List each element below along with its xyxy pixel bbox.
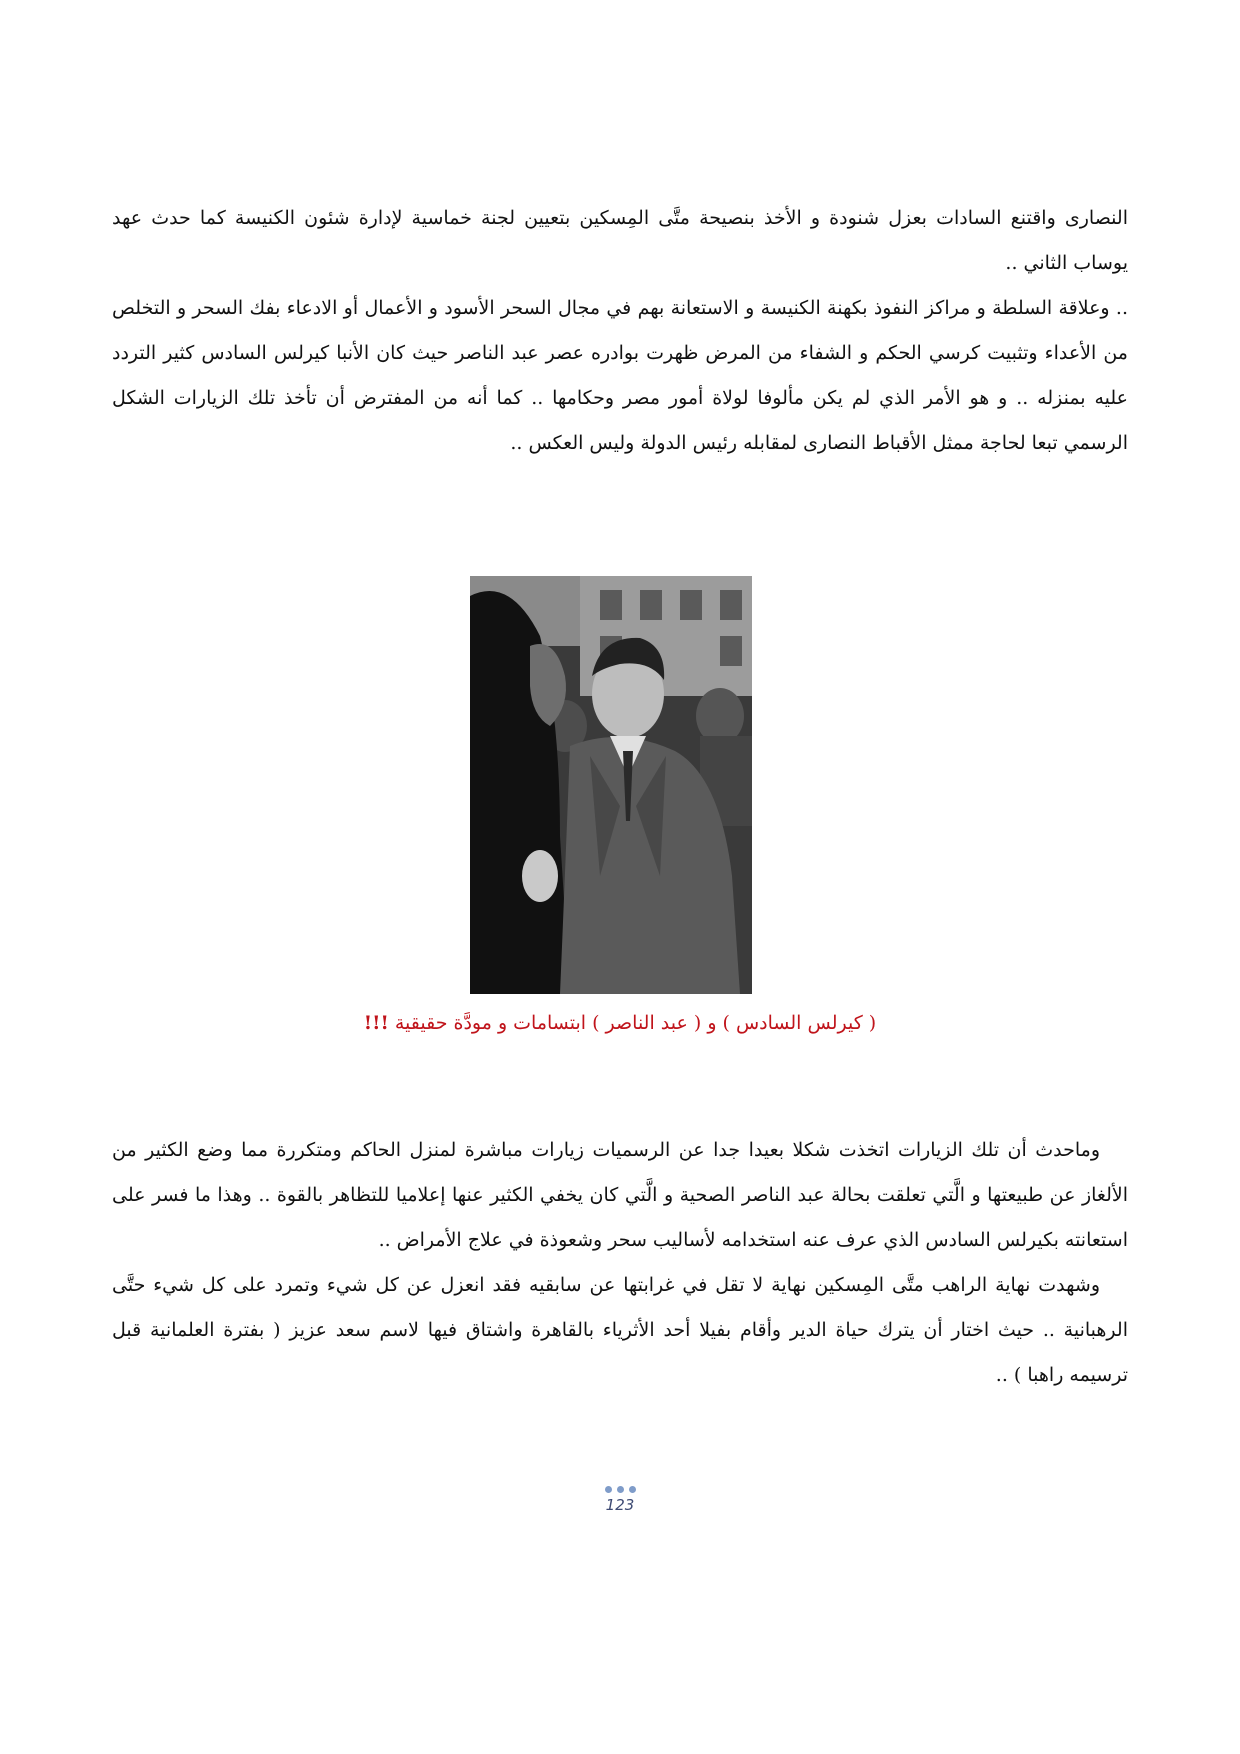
dot-icon xyxy=(617,1486,624,1493)
dot-icon xyxy=(629,1486,636,1493)
figure-caption xyxy=(112,1012,1128,1034)
dots-ornament-icon xyxy=(570,1484,670,1494)
photo-figure xyxy=(470,576,752,994)
caption-text: ( كيرلس السادس ) و ( عبد الناصر ) ابتسامات و مودَّة حقيقية xyxy=(388,1012,877,1034)
dot-icon xyxy=(605,1486,612,1493)
paragraph: النصارى واقتنع السادات بعزل شنودة و الأخذ بنصيحة متَّى المِسكين بتعيين لجنة خماسية لإدارة شئون الكنيسة كما حدث عهد يوساب الثاني .. xyxy=(112,207,1128,274)
paragraph: وماحدث أن تلك الزيارات اتخذت شكلا بعيدا جدا عن الرسميات زيارات مباشرة لمنزل الحاكم ومتكررة مما وضع الكثير من الألغاز عن طبيعتها و الَّتي تعلقت بحالة عبد الناصر الصحية و الَّتي كان يخفي الكثير عنها إعلاميا للتظاهر بالقوة .. وهذا ما فسر على استعانته بكيرلس السادس الذي عرف عنه استخدامه لأساليب سحر وشعوذة في علاج الأمراض .. xyxy=(112,1139,1128,1251)
page-number: 123 xyxy=(605,1496,635,1514)
page-footer xyxy=(570,1484,670,1514)
text-block-bottom xyxy=(112,1128,1128,1398)
text-block-top xyxy=(112,196,1128,466)
caption-exclamation: !!! xyxy=(363,1012,389,1034)
paragraph: وشهدت نهاية الراهب متَّى المِسكين نهاية لا تقل في غرابتها عن سابقيه فقد انعزل عن كل شيء وتمرد على كل شيء حتَّى الرهبانية .. حيث اختار أن يترك حياة الدير وأقام بفيلا أحد الأثرياء بالقاهرة واشتاق فيها لاسم سعد عزيز ( بفترة العلمانية قبل ترسيمه راهبا ) .. xyxy=(112,1274,1128,1386)
paragraph: .. وعلاقة السلطة و مراكز النفوذ بكهنة الكنيسة و الاستعانة بهم في مجال السحر الأسود و الأعمال أو الادعاء بفك السحر و التخلص من الأعداء وتثبيت كرسي الحكم و الشفاء من المرض ظهرت بوادره عصر عبد الناصر حيث كان الأنبا كيرلس السادس كثير التردد عليه بمنزله .. و هو الأمر الذي لم يكن مألوفا لولاة أمور مصر وحكامها .. كما أنه من المفترض أن تأخذ تلك الزيارات الشكل الرسمي تبعا لحاجة ممثل الأقباط النصارى لمقابله رئيس الدولة وليس العكس .. xyxy=(112,297,1128,454)
